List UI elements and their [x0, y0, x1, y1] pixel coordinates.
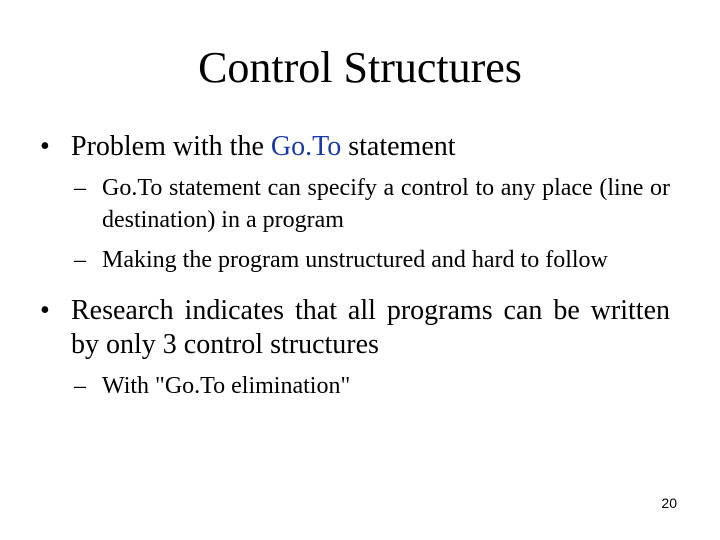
page-number: 20 [661, 495, 677, 511]
bullet-marker: • [40, 131, 50, 162]
slide-body [40, 130, 670, 410]
sub-bullet-item [74, 244, 670, 276]
bullet-text: Research indicates that all programs can be written by only 3 control structures [71, 295, 670, 360]
sub-bullet-text: Go.To statement can specify a control to any place (line or destination) in a program [102, 175, 670, 233]
sub-bullet-item [74, 370, 670, 402]
bullet-marker: • [40, 295, 50, 326]
bullet-item [40, 294, 670, 362]
spacer [40, 284, 670, 294]
sub-bullet-item [74, 172, 670, 236]
goto-keyword: Go.To [270, 131, 342, 162]
bullet-text-before: Problem with the [71, 131, 271, 162]
bullet-text-after: statement [341, 131, 456, 162]
dash-marker: – [74, 247, 86, 273]
bullet-item [40, 130, 670, 164]
sub-bullet-text: With "Go.To elimination" [102, 373, 351, 399]
slide-title: Control Structures [198, 43, 522, 92]
dash-marker: – [74, 175, 86, 201]
sub-bullet-text: Making the program unstructured and hard to follow [102, 247, 608, 273]
dash-marker: – [74, 373, 86, 399]
